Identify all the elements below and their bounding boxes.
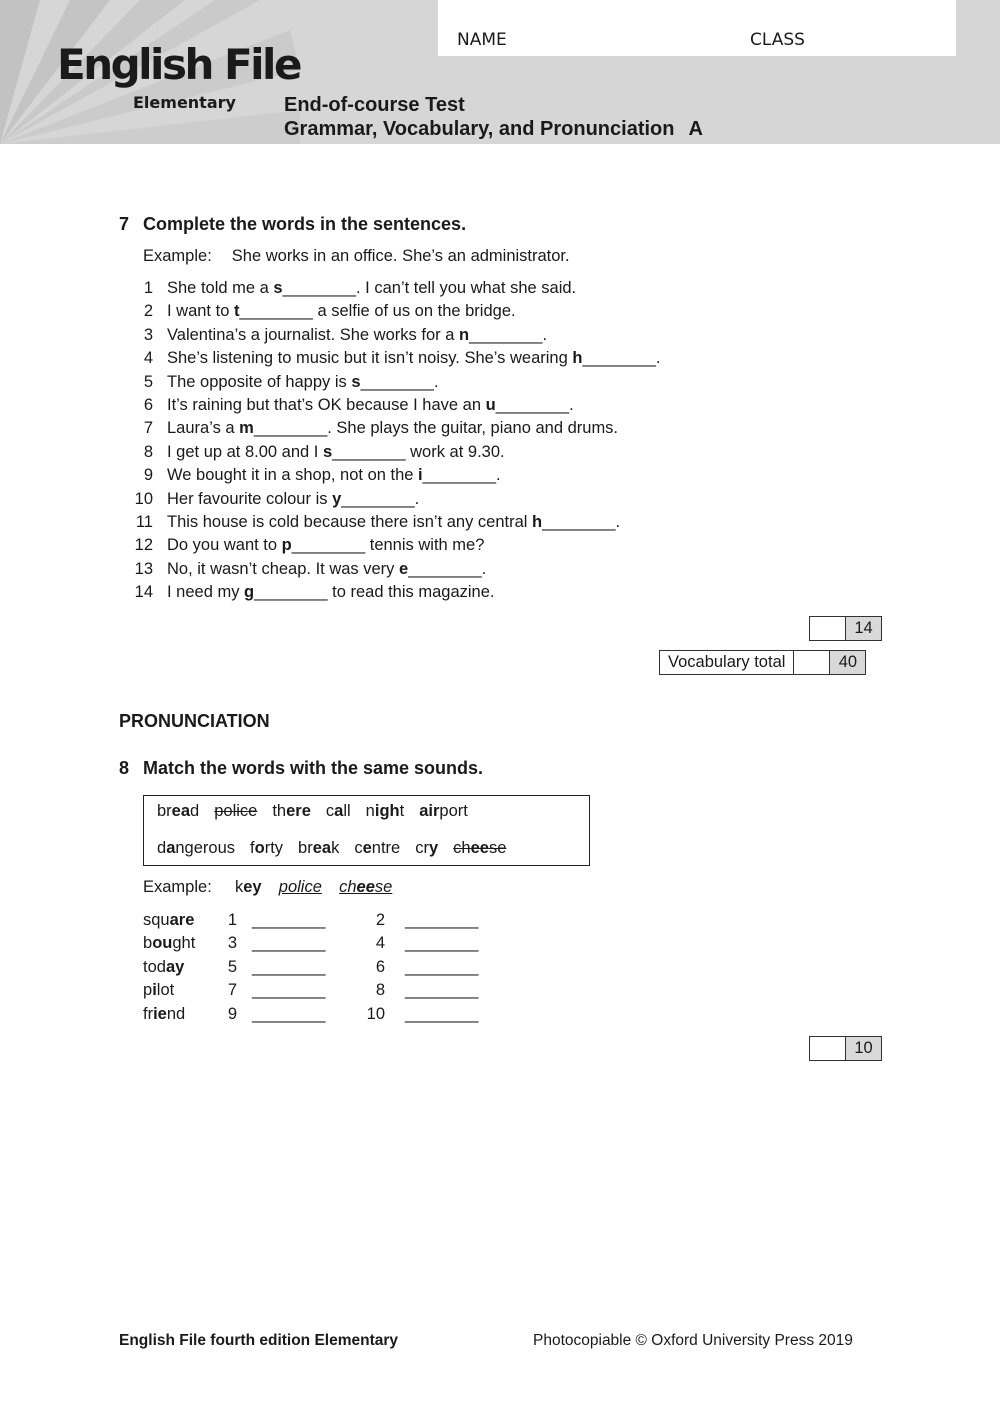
question-first-letter: i	[418, 466, 423, 485]
question-row	[127, 534, 847, 557]
match-word-bold: ie	[153, 1004, 167, 1023]
ex8-heading	[119, 758, 483, 779]
test-variant: A	[688, 118, 703, 140]
answer-number: 6	[375, 957, 385, 976]
test-title-line: End-of-course Test	[284, 94, 465, 116]
question-first-letter: y	[332, 489, 342, 508]
box-word-part: ntre	[371, 839, 401, 857]
box-word	[250, 839, 283, 857]
question-row	[127, 417, 847, 440]
test-subtitle: Grammar, Vocabulary, and Pronunciation	[284, 118, 675, 140]
question-text: Her favourite colour is	[167, 489, 333, 508]
box-word-part: f	[250, 839, 255, 857]
match-word-part: fr	[143, 1004, 154, 1023]
ex7-number: 7	[119, 214, 130, 234]
match-word-part: b	[143, 934, 153, 953]
question-blank-text[interactable]: ________. I can’t tell you what she said.	[282, 279, 577, 297]
match-word	[143, 979, 174, 1002]
question-number: 9	[143, 466, 153, 485]
ex8-example	[143, 878, 392, 897]
question-number: 13	[134, 559, 153, 578]
box-word-bold: e	[362, 839, 372, 857]
match-word-part: lot	[156, 981, 175, 1000]
ex8-number: 8	[119, 758, 130, 778]
question-blank-text[interactable]: ________.	[408, 559, 487, 578]
question-text: This house is cold because there isn’t any central	[167, 512, 533, 531]
ex7-score-box	[809, 616, 882, 641]
ex8-example-answer-part: pol	[278, 878, 301, 896]
box-word	[354, 839, 400, 857]
box-word-part: c	[354, 839, 363, 857]
box-word	[453, 839, 506, 857]
box-word-part: ch	[453, 839, 471, 857]
question-first-letter: h	[532, 512, 543, 531]
box-word	[419, 802, 468, 820]
box-word-bold: a	[334, 802, 344, 820]
box-word-bold: igh	[374, 802, 400, 820]
question-blank-text[interactable]: ________ work at 9.30.	[332, 442, 505, 461]
box-word	[157, 839, 235, 857]
match-word-part: nd	[166, 1004, 186, 1023]
word-box-row	[157, 802, 483, 821]
match-word	[143, 956, 184, 979]
question-row	[127, 558, 847, 581]
question-text: No, it wasn’t cheap. It was very	[167, 559, 400, 578]
question-text: I get up at 8.00 and I	[167, 442, 323, 461]
question-text: I want to	[167, 302, 234, 321]
ex8-example-answer-part: ce	[304, 878, 322, 896]
box-word	[157, 802, 199, 820]
question-row	[127, 441, 847, 464]
ex7-score-input[interactable]	[809, 616, 846, 641]
box-word-part: t	[399, 802, 405, 820]
ex8-example-key-bold: ey	[243, 878, 262, 896]
question-number: 11	[135, 512, 153, 531]
match-word	[143, 932, 195, 955]
box-word-part: se	[488, 839, 507, 857]
question-number: 1	[143, 279, 153, 297]
ex8-example-answer-2	[339, 878, 392, 896]
vocabulary-total-input[interactable]	[793, 650, 830, 675]
ex8-example-answer-bold: ee	[356, 878, 375, 896]
question-blank-text[interactable]: ________.	[542, 512, 621, 531]
word-box-row	[157, 839, 521, 858]
question-blank-text[interactable]: ________. She plays the guitar, piano and drums.	[253, 419, 619, 438]
answer-blank[interactable]: ________	[405, 911, 479, 929]
box-word	[214, 802, 257, 820]
question-first-letter: m	[239, 419, 254, 438]
match-word-bold: i	[152, 981, 157, 1000]
question-first-letter: s	[322, 442, 333, 461]
box-word-bold: y	[428, 839, 439, 857]
question-blank-text[interactable]: ________ to read this magazine.	[254, 583, 495, 602]
question-text: Do you want to	[167, 536, 282, 555]
box-word-part: d	[190, 802, 200, 820]
vocabulary-total-box	[659, 650, 866, 675]
question-number: 8	[143, 442, 153, 461]
footer-edition: English File fourth edition Elementary	[119, 1332, 399, 1349]
answer-blank[interactable]: ________	[252, 957, 326, 976]
question-blank-text[interactable]: ________.	[422, 466, 501, 485]
logo-subtitle: Elementary	[133, 93, 236, 112]
question-number: 10	[134, 489, 153, 508]
box-word-bold: a	[166, 839, 176, 857]
ex8-example-key	[235, 878, 262, 896]
match-word-bold: are	[169, 911, 195, 929]
question-blank-text[interactable]: ________.	[341, 489, 420, 508]
answer-number: 3	[227, 934, 237, 953]
test-title	[284, 93, 703, 141]
box-word	[366, 802, 405, 820]
box-word	[415, 839, 438, 857]
box-word-bold: ee	[470, 839, 489, 857]
question-number: 12	[134, 536, 153, 555]
answer-blank[interactable]: ________	[405, 934, 479, 953]
answer-number: 10	[366, 1004, 385, 1023]
question-number: 3	[143, 325, 153, 344]
box-word-part: police	[214, 802, 258, 820]
question-blank-text[interactable]: ________.	[469, 325, 548, 344]
question-row	[127, 324, 847, 347]
ex8-score-max: 10	[846, 1036, 882, 1061]
question-first-letter: n	[458, 325, 470, 344]
question-number: 4	[143, 349, 153, 368]
ex8-word-box	[143, 795, 590, 866]
question-text: She’s listening to music but it isn’t noisy. She’s wearing	[167, 349, 573, 368]
question-row	[127, 511, 847, 534]
question-text: It’s raining but that’s OK because I have an	[167, 395, 486, 414]
match-word	[143, 909, 194, 932]
box-word-bold: ere	[286, 802, 311, 820]
match-word-part: ght	[172, 934, 196, 953]
box-word	[272, 802, 311, 820]
match-word-part: p	[143, 981, 153, 1000]
answer-blank[interactable]: ________	[405, 957, 479, 976]
pronunciation-heading: PRONUNCIATION	[119, 711, 270, 731]
question-blank-text[interactable]: ________.	[582, 349, 661, 368]
vocabulary-total-label: Vocabulary total	[659, 650, 793, 675]
match-word	[143, 1003, 185, 1026]
question-row	[127, 581, 847, 604]
box-word	[298, 839, 339, 857]
box-word-part: k	[331, 839, 340, 857]
answer-number: 1	[227, 911, 237, 929]
question-number: 6	[143, 395, 153, 414]
question-row	[127, 347, 847, 370]
box-word-part: port	[439, 802, 468, 820]
box-word-part: c	[325, 802, 335, 820]
box-word-part: rty	[264, 839, 284, 857]
ex7-question-list	[127, 277, 847, 604]
ex7-score-max: 14	[846, 616, 882, 641]
ex8-example-answer-part: ch	[339, 878, 357, 896]
answer-number: 2	[375, 911, 385, 929]
box-word-bold: air	[419, 802, 440, 820]
question-number: 2	[143, 302, 153, 321]
ex7-heading	[119, 214, 466, 235]
question-number: 14	[134, 583, 153, 602]
question-blank-text[interactable]: ________ tennis with me?	[291, 536, 485, 555]
answer-blank[interactable]: ________	[405, 1004, 479, 1023]
question-number: 5	[143, 372, 153, 391]
question-row	[127, 371, 847, 394]
ex8-instruction: Match the words with the same sounds.	[143, 758, 484, 778]
answer-number: 4	[375, 934, 385, 953]
question-first-letter: e	[399, 559, 409, 578]
ex7-example	[143, 247, 570, 266]
ex8-example-key-part: k	[234, 878, 244, 896]
question-blank-text[interactable]: ________.	[495, 395, 574, 414]
name-class-box	[438, 0, 956, 56]
question-first-letter: p	[281, 536, 292, 555]
vocabulary-total-max: 40	[830, 650, 866, 675]
box-word-part: br	[298, 839, 313, 857]
answer-blank[interactable]: ________	[252, 934, 326, 953]
question-first-letter: s	[351, 372, 361, 391]
ex7-instruction: Complete the words in the sentences.	[143, 214, 467, 234]
box-word-bold: ea	[312, 839, 332, 857]
question-first-letter: t	[233, 302, 240, 321]
answer-blank[interactable]: ________	[252, 911, 326, 929]
answer-number: 8	[375, 981, 385, 1000]
box-word-part: n	[365, 802, 375, 820]
question-row	[127, 300, 847, 323]
box-word-part: d	[157, 839, 167, 857]
answer-number: 9	[227, 1004, 237, 1023]
ex8-score-box	[809, 1036, 882, 1061]
question-first-letter: g	[244, 583, 255, 602]
question-text: We bought it in a shop, not on the	[167, 466, 419, 485]
ex7-example-label: Example:	[143, 247, 212, 265]
question-number: 7	[143, 419, 153, 438]
ex8-example-label: Example:	[143, 878, 212, 896]
question-row	[127, 464, 847, 487]
box-word-bold: o	[254, 839, 265, 857]
box-word	[326, 802, 351, 820]
logo-title: English File	[57, 40, 300, 89]
question-text: I need my	[167, 583, 245, 602]
box-word-bold: ea	[171, 802, 191, 820]
ex8-example-answer-part: i	[300, 878, 305, 896]
answer-blank[interactable]: ________	[405, 981, 479, 1000]
question-text: Laura’s a	[167, 419, 240, 438]
match-word-part: tod	[143, 957, 166, 976]
box-word-part: ngerous	[175, 839, 236, 857]
name-label: NAME	[457, 30, 507, 50]
answer-number: 7	[227, 981, 237, 1000]
answer-blank[interactable]: ________	[252, 981, 326, 1000]
answer-blank[interactable]: ________	[252, 1004, 326, 1023]
test-subtitle-line	[284, 117, 703, 141]
question-text: She told me a	[167, 279, 274, 297]
match-word-part: squ	[143, 911, 170, 929]
question-blank-text[interactable]: ________.	[360, 372, 439, 391]
question-text: The opposite of happy is	[167, 372, 352, 391]
box-word-part: cr	[415, 839, 429, 857]
ex8-example-answer-part: se	[374, 878, 393, 896]
match-word-bold: ou	[152, 934, 173, 953]
answer-number: 5	[227, 957, 237, 976]
ex8-example-answer-1	[279, 878, 322, 896]
class-label: CLASS	[750, 30, 805, 50]
ex8-score-input[interactable]	[809, 1036, 846, 1061]
box-word-part: ll	[343, 802, 351, 820]
box-word-part: th	[272, 802, 287, 820]
question-row	[127, 277, 847, 300]
question-row	[127, 394, 847, 417]
box-word-part: br	[157, 802, 172, 820]
question-row	[127, 488, 847, 511]
question-first-letter: h	[572, 349, 583, 368]
question-blank-text[interactable]: ________ a selfie of us on the bridge.	[239, 302, 516, 321]
ex7-example-text: She works in an office. She’s an administrator.	[231, 247, 570, 265]
question-first-letter: u	[485, 395, 496, 414]
question-first-letter: s	[273, 279, 283, 297]
footer-copyright: Photocopiable © Oxford University Press 2019	[533, 1332, 853, 1349]
question-text: Valentina’s a journalist. She works for a	[167, 325, 459, 344]
match-word-bold: ay	[165, 957, 185, 976]
